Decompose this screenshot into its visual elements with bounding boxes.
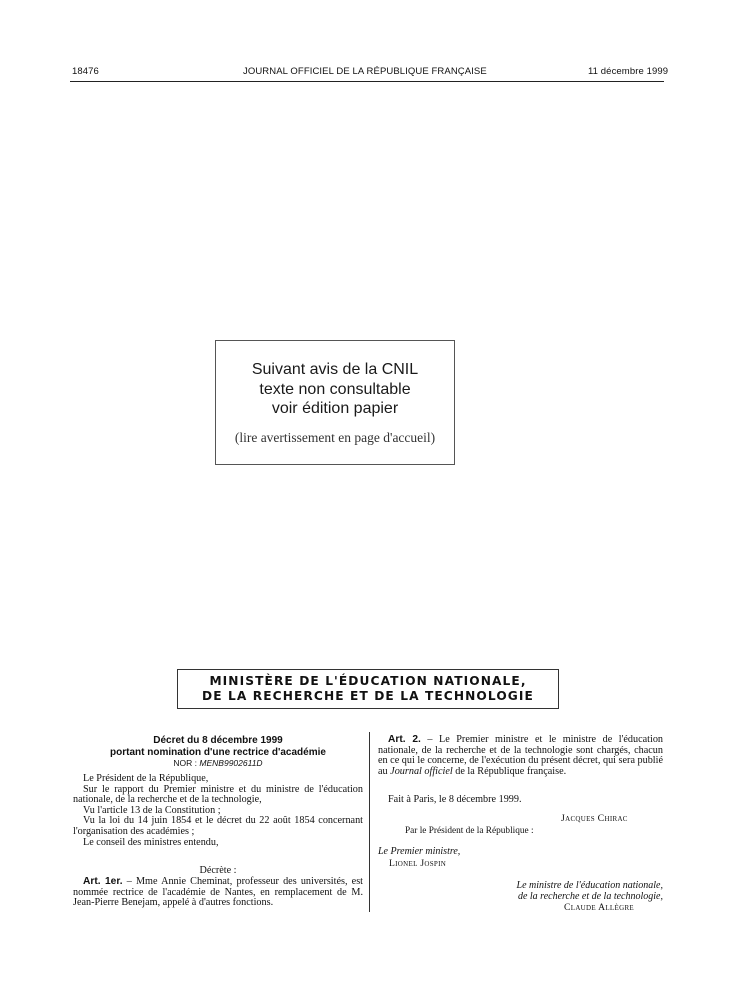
ministry-heading-box xyxy=(177,669,559,709)
cnil-notice-line1: Suivant avis de la CNIL xyxy=(251,361,419,378)
visa-loi: Vu la loi du 14 juin 1854 et le décret du 22 août 1854 concernant l'organisation des académies ; xyxy=(73,815,363,837)
cnil-notice-note: (lire avertissement en page d'accueil) xyxy=(234,429,436,445)
article-1-label: Art. 1er. xyxy=(83,876,123,887)
article-1-text: – Mme Annie Cheminat, professeur des universités, est nommée rectrice de l'académie de Nantes, en remplacement de M. Jean-Pierre Benejam, appelé à d'autres fonctions. xyxy=(73,876,363,909)
prime-minister-title: Le Premier ministre, xyxy=(378,846,461,857)
article-2-text-after: de la République française. xyxy=(452,765,567,777)
par-le-president: Par le Président de la République : xyxy=(405,826,534,836)
fait-a-paris: Fait à Paris, le 8 décembre 1999. xyxy=(388,794,522,805)
decree-title-line1: Décret du 8 décembre 1999 xyxy=(153,735,283,746)
column-divider xyxy=(369,732,370,912)
nor-value: MENB9902611D xyxy=(199,758,263,768)
header-divider xyxy=(70,81,664,82)
minister-name: Claude Allègre xyxy=(564,902,634,913)
visa-president: Le Président de la République, xyxy=(83,773,209,784)
cnil-notice-box xyxy=(215,340,455,465)
president-signature: Jacques Chirac xyxy=(561,813,628,824)
ministry-heading-line1: MINISTÈRE DE L'ÉDUCATION NATIONALE, xyxy=(209,674,527,688)
decree-visas xyxy=(73,774,363,848)
page-number: 18476 xyxy=(72,66,99,77)
ministry-heading-line2: DE LA RECHERCHE ET DE LA TECHNOLOGIE xyxy=(202,689,534,703)
minister-title-line1: Le ministre de l'éducation nationale, xyxy=(516,880,663,891)
visa-constitution: Vu l'article 13 de la Constitution ; xyxy=(83,804,221,816)
issue-date: 11 décembre 1999 xyxy=(588,66,669,77)
decree-title xyxy=(73,735,363,758)
cnil-notice-line3: voir édition papier xyxy=(271,400,399,417)
decree-title-line2: portant nomination d'une rectrice d'académie xyxy=(110,746,326,758)
article-2-label: Art. 2. xyxy=(388,734,421,745)
minister-title-line2: de la recherche et de la technologie, xyxy=(517,891,663,902)
journal-title: JOURNAL OFFICIEL DE LA RÉPUBLIQUE FRANÇAISE xyxy=(243,66,487,77)
article-2 xyxy=(378,735,663,777)
cnil-notice-line2: texte non consultable xyxy=(259,380,411,398)
visa-rapport: Sur le rapport du Premier ministre et du ministre de l'éducation nationale, de la recherche et de la technologie, xyxy=(73,783,363,806)
article-1 xyxy=(73,877,363,909)
decrete-heading: Décrète : xyxy=(199,865,237,876)
article-2-journal-name: Journal officiel xyxy=(390,765,453,777)
article-2-text-before: – Le Premier ministre et le ministre de l'éducation nationale, de la recherche et de la technologie sont chargés, chacun en ce qui le concerne, de l'exécution du présent décret, qui sera publié au xyxy=(378,734,664,777)
nor-label: NOR : xyxy=(173,758,200,768)
visa-conseil: Le conseil des ministres entendu, xyxy=(83,836,219,848)
nor-reference xyxy=(73,758,363,768)
prime-minister-name: Lionel Jospin xyxy=(389,858,447,869)
